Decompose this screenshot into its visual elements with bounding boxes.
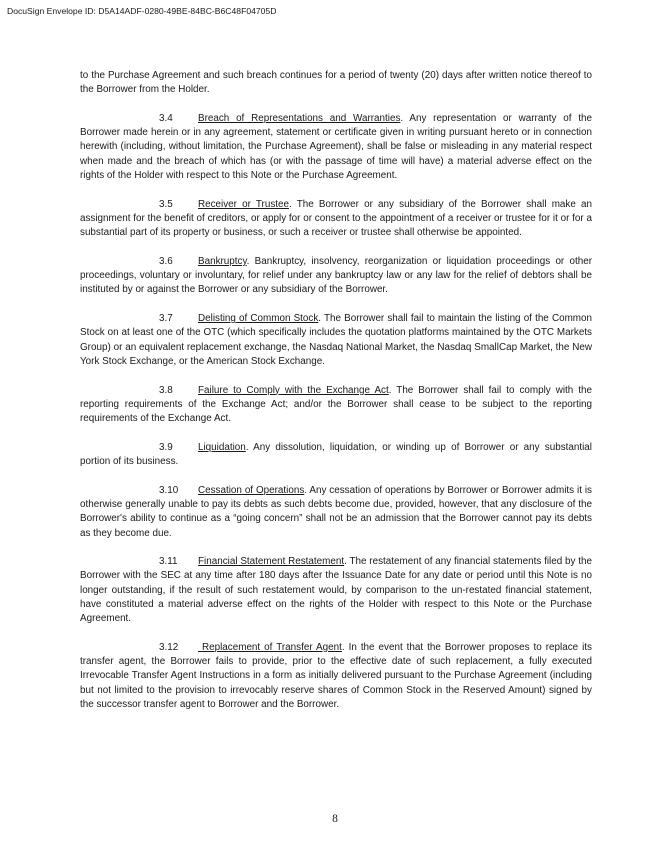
section-title: Failure to Comply with the Exchange Act [198, 384, 389, 396]
section-3-4 [80, 112, 592, 183]
section-number: 3.12 [159, 641, 179, 653]
section-title: Bankruptcy [198, 255, 247, 267]
section-text: . The Borrower shall fail to maintain the listing of the Common Stock on at least one of the OTC (which specifically includes the quotation platforms maintained by the OTC Markets Group) or an equivalent replacement exchange, the Nasdaq National Market, the Nasdaq SmallCap Market, the New York Stock Exchange, or the American Stock Exchange. [80, 313, 593, 367]
section-text: . The Borrower shall fail to comply with the reporting requirements of the Exchange Act; and/or the Borrower shall cease to be subject to the reporting requirements of the Exchange Act. [80, 384, 592, 425]
section-3-6 [80, 255, 592, 298]
section-text: . Any representation or warranty of the Borrower made herein or in any agreement, statement or certificate given in writing pursuant hereto or in connection herewith (including, without limitation, the Purchase Agreement), shall be false or misleading in any material respect when made and the breach of which has (or with the passage of time will have) a material adverse effect on the rights of the Holder with respect to this Note or the Purchase Agreement. [80, 112, 592, 182]
section-number: 3.8 [159, 384, 173, 396]
section-number: 3.9 [159, 441, 173, 453]
section-title: Receiver or Trustee [198, 198, 289, 210]
section-number: 3.11 [159, 556, 178, 568]
section-3-11 [80, 555, 592, 626]
section-title: Breach of Representations and Warranties [198, 112, 401, 124]
section-text: . Any dissolution, liquidation, or winding up of Borrower or any substantial portion of its business. [80, 441, 592, 468]
section-3-5 [80, 198, 592, 241]
section-text: . Any cessation of operations by Borrower or Borrower admits it is otherwise generally unable to pay its debts as such debts become due, provided, however, that any disclosure of the Borrower's ability to continue as a “going concern” shall not be an admission that the Borrower cannot pay its debts as they become due. [80, 484, 592, 539]
section-3-7 [80, 312, 592, 369]
section-number: 3.4 [159, 112, 173, 124]
section-title: Delisting of Common Stock [198, 313, 319, 325]
section-title: Financial Statement Restatement [198, 556, 345, 568]
section-text: . In the event that the Borrower proposes to replace its transfer agent, the Borrower fails to provide, prior to the effective date of such replacement, a fully executed Irrevocable Transfer Agent Instructions in a form as initially delivered pursuant to the Purchase Agreement (including but not limited to the provision to irrevocably reserve shares of Common Stock in the Reserved Amount) signed by the successor transfer agent to Borrower and the Borrower. [80, 641, 592, 711]
section-text: . The restatement of any financial statements filed by the Borrower with the SEC at any time after 180 days after the Issuance Date for any date or period until this Note is no longer outstanding, if the result of such restatement would, by comparison to the un-restated financial statement, have constituted a material adverse effect on the rights of the Holder with respect to this Note or the Purchase Agreement. [80, 556, 592, 625]
section-number: 3.7 [159, 313, 173, 325]
section-3-12 [80, 641, 592, 712]
section-3-9 [80, 441, 592, 470]
page-number: 8 [332, 813, 338, 825]
section-title: Liquidation [198, 441, 246, 453]
section-title: Cessation of Operations [198, 484, 305, 496]
section-3-8 [80, 384, 592, 427]
section-number: 3.10 [159, 484, 179, 496]
document-body [80, 69, 592, 727]
section-text: . The Borrower or any subsidiary of the Borrower shall make an assignment for the benefit of creditors, or apply for or consent to the appointment of a receiver or trustee for it or for a substantial part of its property or business, or such a receiver or trustee shall otherwise be appointed. [80, 198, 592, 239]
section-text: . Bankruptcy, insolvency, reorganization or liquidation proceedings or other proceedings, voluntary or involuntary, for relief under any bankruptcy law or any law for the relief of debtors shall be instituted by or against the Borrower or any subsidiary of the Borrower. [80, 255, 592, 296]
envelope-id: DocuSign Envelope ID: D5A14ADF-0280-49BE-84BC-B6C48F04705D [7, 6, 277, 16]
section-number: 3.5 [159, 198, 173, 210]
section-title: Replacement of Transfer Agent [198, 641, 342, 653]
intro-paragraph: to the Purchase Agreement and such breach continues for a period of twenty (20) days after written notice thereof to the Borrower from the Holder. [80, 70, 592, 96]
section-3-10 [80, 484, 592, 541]
section-number: 3.6 [159, 255, 173, 267]
